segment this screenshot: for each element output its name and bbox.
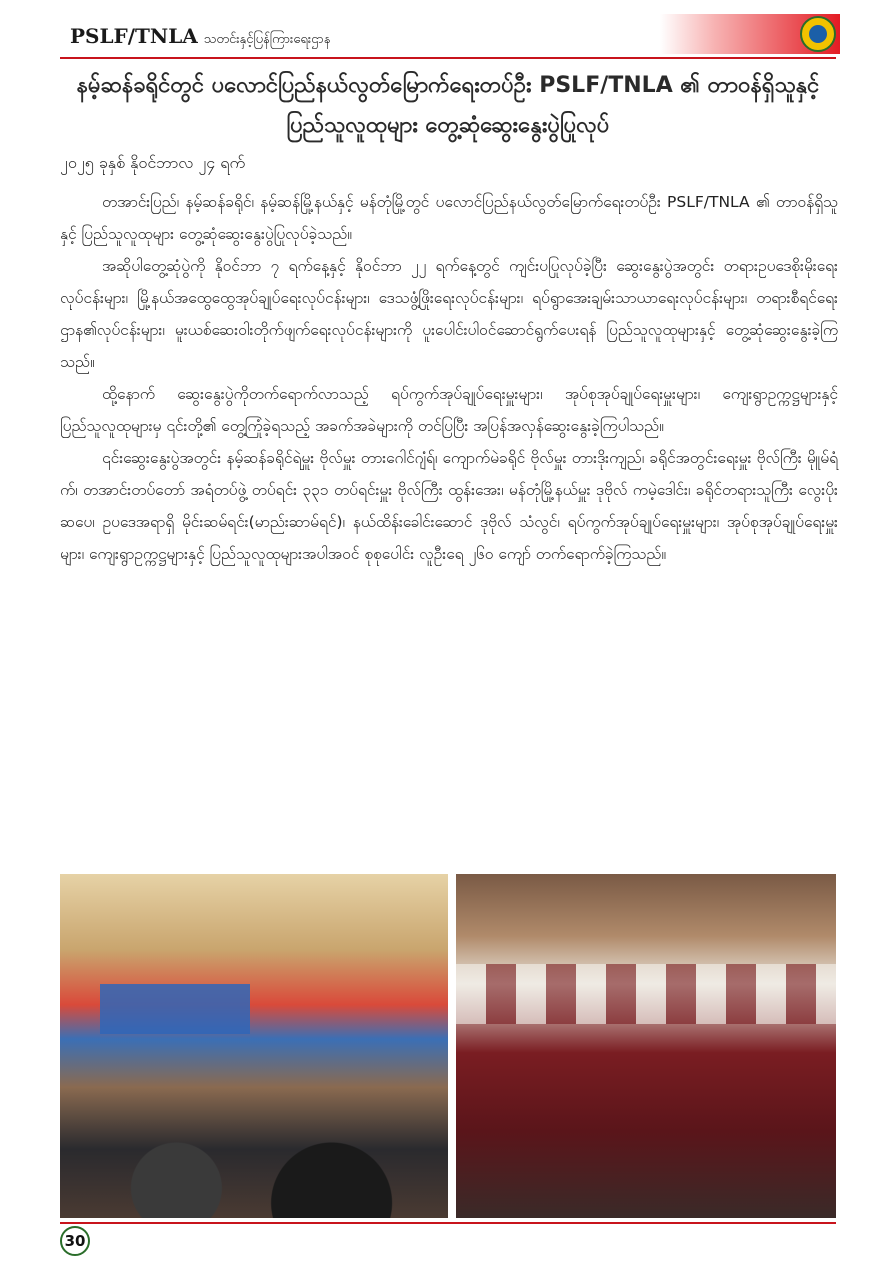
article-title: နမ့်ဆန်ခရိုင်တွင် ပလောင်ပြည်နယ်လွတ်မြောက်ရေးတပ်ဦး PSLF/TNLA ၏ တာဝန်ရှိသူနှင့် ပြည်သူလူထုများ တွေ့ဆုံဆွေးနွေးပွဲပြုလုပ်: [76, 73, 820, 138]
paragraph: ၎င်းဆွေးနွေးပွဲအတွင်း နမ့်ဆန်ခရိုင်ရဲမှူး ဗိုလ်မှူး တားဂေါင်ဂျံရ်၊ ကျောက်မဲခရိုင် ဗိုလ်မှူး တားဒိုးကျည်၊ ခရိုင်အတွင်းရေးမှူး ဗိုလ်ကြီး မိုူမ်ရံက်၊ တအာင်းတပ်တော် အရံတပ်ဖွဲ့ တပ်ရင်း ၃၃၁ တပ်ရင်းမှူး ဗိုလ်ကြီး ထွန်းအေး၊ မန်တုံမြို့နယ်မှူး ဒုဗိုလ် ကမဲ့ဒေါင်း၊ ခရိုင်တရားသူကြီး လွေးပိုးဆပေ၊ ဥပဒေအရာရှိ မိုင်းဆမ်ရင်း(မာည်းဆာမ်ရင်)၊ နယ်ထိန်းခေါင်းဆောင် ဒုဗိုလ် သံလွင်၊ ရပ်ကွက်အုပ်ချုပ်ရေးမှူးများ၊ အုပ်စုအုပ်ချုပ်ရေးမှူးများ၊ ကျေးရွာဥက္ကဋ္ဌများနှင့် ပြည်သူလူထုများအပါအဝင် စုစုပေါင်း လူဦးရေ ၂၆၀ ကျော် တက်ရောက်ခဲ့ကြသည်။: [60, 449, 838, 563]
brand-subtitle: သတင်းနှင့်ပြန်ကြားရေးဌာန: [203, 32, 331, 47]
paragraph: ထို့နောက် ဆွေးနွေးပွဲကိုတက်ရောက်လာသည့် ရပ်ကွက်အုပ်ချုပ်ရေးမှူးများ၊ အုပ်စုအုပ်ချုပ်ရေးမှူးများ၊ ကျေးရွာဥက္ကဋ္ဌများနှင့် ပြည်သူလူထုများမှ ၎င်းတို့၏ တွေ့ကြုံခဲ့ရသည့် အခက်အခဲများကို တင်ပြပြီး အပြန်အလှန်ဆွေးနွေးခဲ့ကြပါသည်။: [60, 385, 838, 435]
paragraph: အဆိုပါတွေ့ဆုံပွဲကို နိုဝင်ဘာ ၇ ရက်နေ့နှင့် နိုဝင်ဘာ ၂၂ ရက်နေ့တွင် ကျင်းပပြုလုပ်ခဲ့ပြီး ဆွေးနွေးပွဲအတွင်း တရားဥပဒေစိုးမိုးရေးလုပ်ငန်းများ၊ မြို့နယ်အထွေထွေအုပ်ချုပ်ရေးလုပ်ငန်းများ၊ ဒေသဖွံ့ဖြိုးရေးလုပ်ငန်းများ၊ ရပ်ရွာအေးချမ်းသာယာရေးလုပ်ငန်းများ၊ တရားစီရင်ရေးဌာန၏လုပ်ငန်းများ၊ မူးယစ်ဆေးဝါးတိုက်ဖျက်ရေးလုပ်ငန်းများကို ပူးပေါင်းပါဝင်ဆောင်ရွက်ပေးရန် ပြည်သူလူထုများနှင့် တွေ့ဆုံဆွေးနွေးခဲ့ကြသည်။: [60, 257, 838, 371]
page-header: [60, 14, 840, 58]
article-body: [60, 186, 838, 570]
traditional-dress-crowd: [456, 964, 836, 1024]
publication-brand: [70, 24, 330, 50]
brand-name: PSLF/TNLA: [70, 24, 198, 48]
paragraph: တအာင်းပြည်၊ နမ့်ဆန်ခရိုင်၊ နမ့်ဆန်မြို့နယ်နှင့် မန်တုံမြို့တွင် ပလောင်ပြည်နယ်လွတ်မြောက်ရေးတပ်ဦး PSLF/TNLA ၏ တာဝန်ရှိသူနှင့် ပြည်သူလူထုများ တွေ့ဆုံဆွေးနွေးပွဲပြုလုပ်ခဲ့သည်။: [60, 193, 838, 243]
page-number: 30: [60, 1226, 90, 1256]
organization-logo-icon: [800, 16, 836, 52]
header-divider: [60, 57, 836, 59]
audience-silhouettes: [60, 1068, 448, 1218]
article-date: ၂၀၂၅ ခုနှစ် နိုဝင်ဘာလ ၂၄ ရက်: [60, 153, 246, 172]
meeting-hall-photo: [60, 874, 448, 1218]
attendees-photo: [456, 874, 836, 1218]
stage-banner: [100, 984, 250, 1034]
footer-divider: [60, 1222, 836, 1224]
